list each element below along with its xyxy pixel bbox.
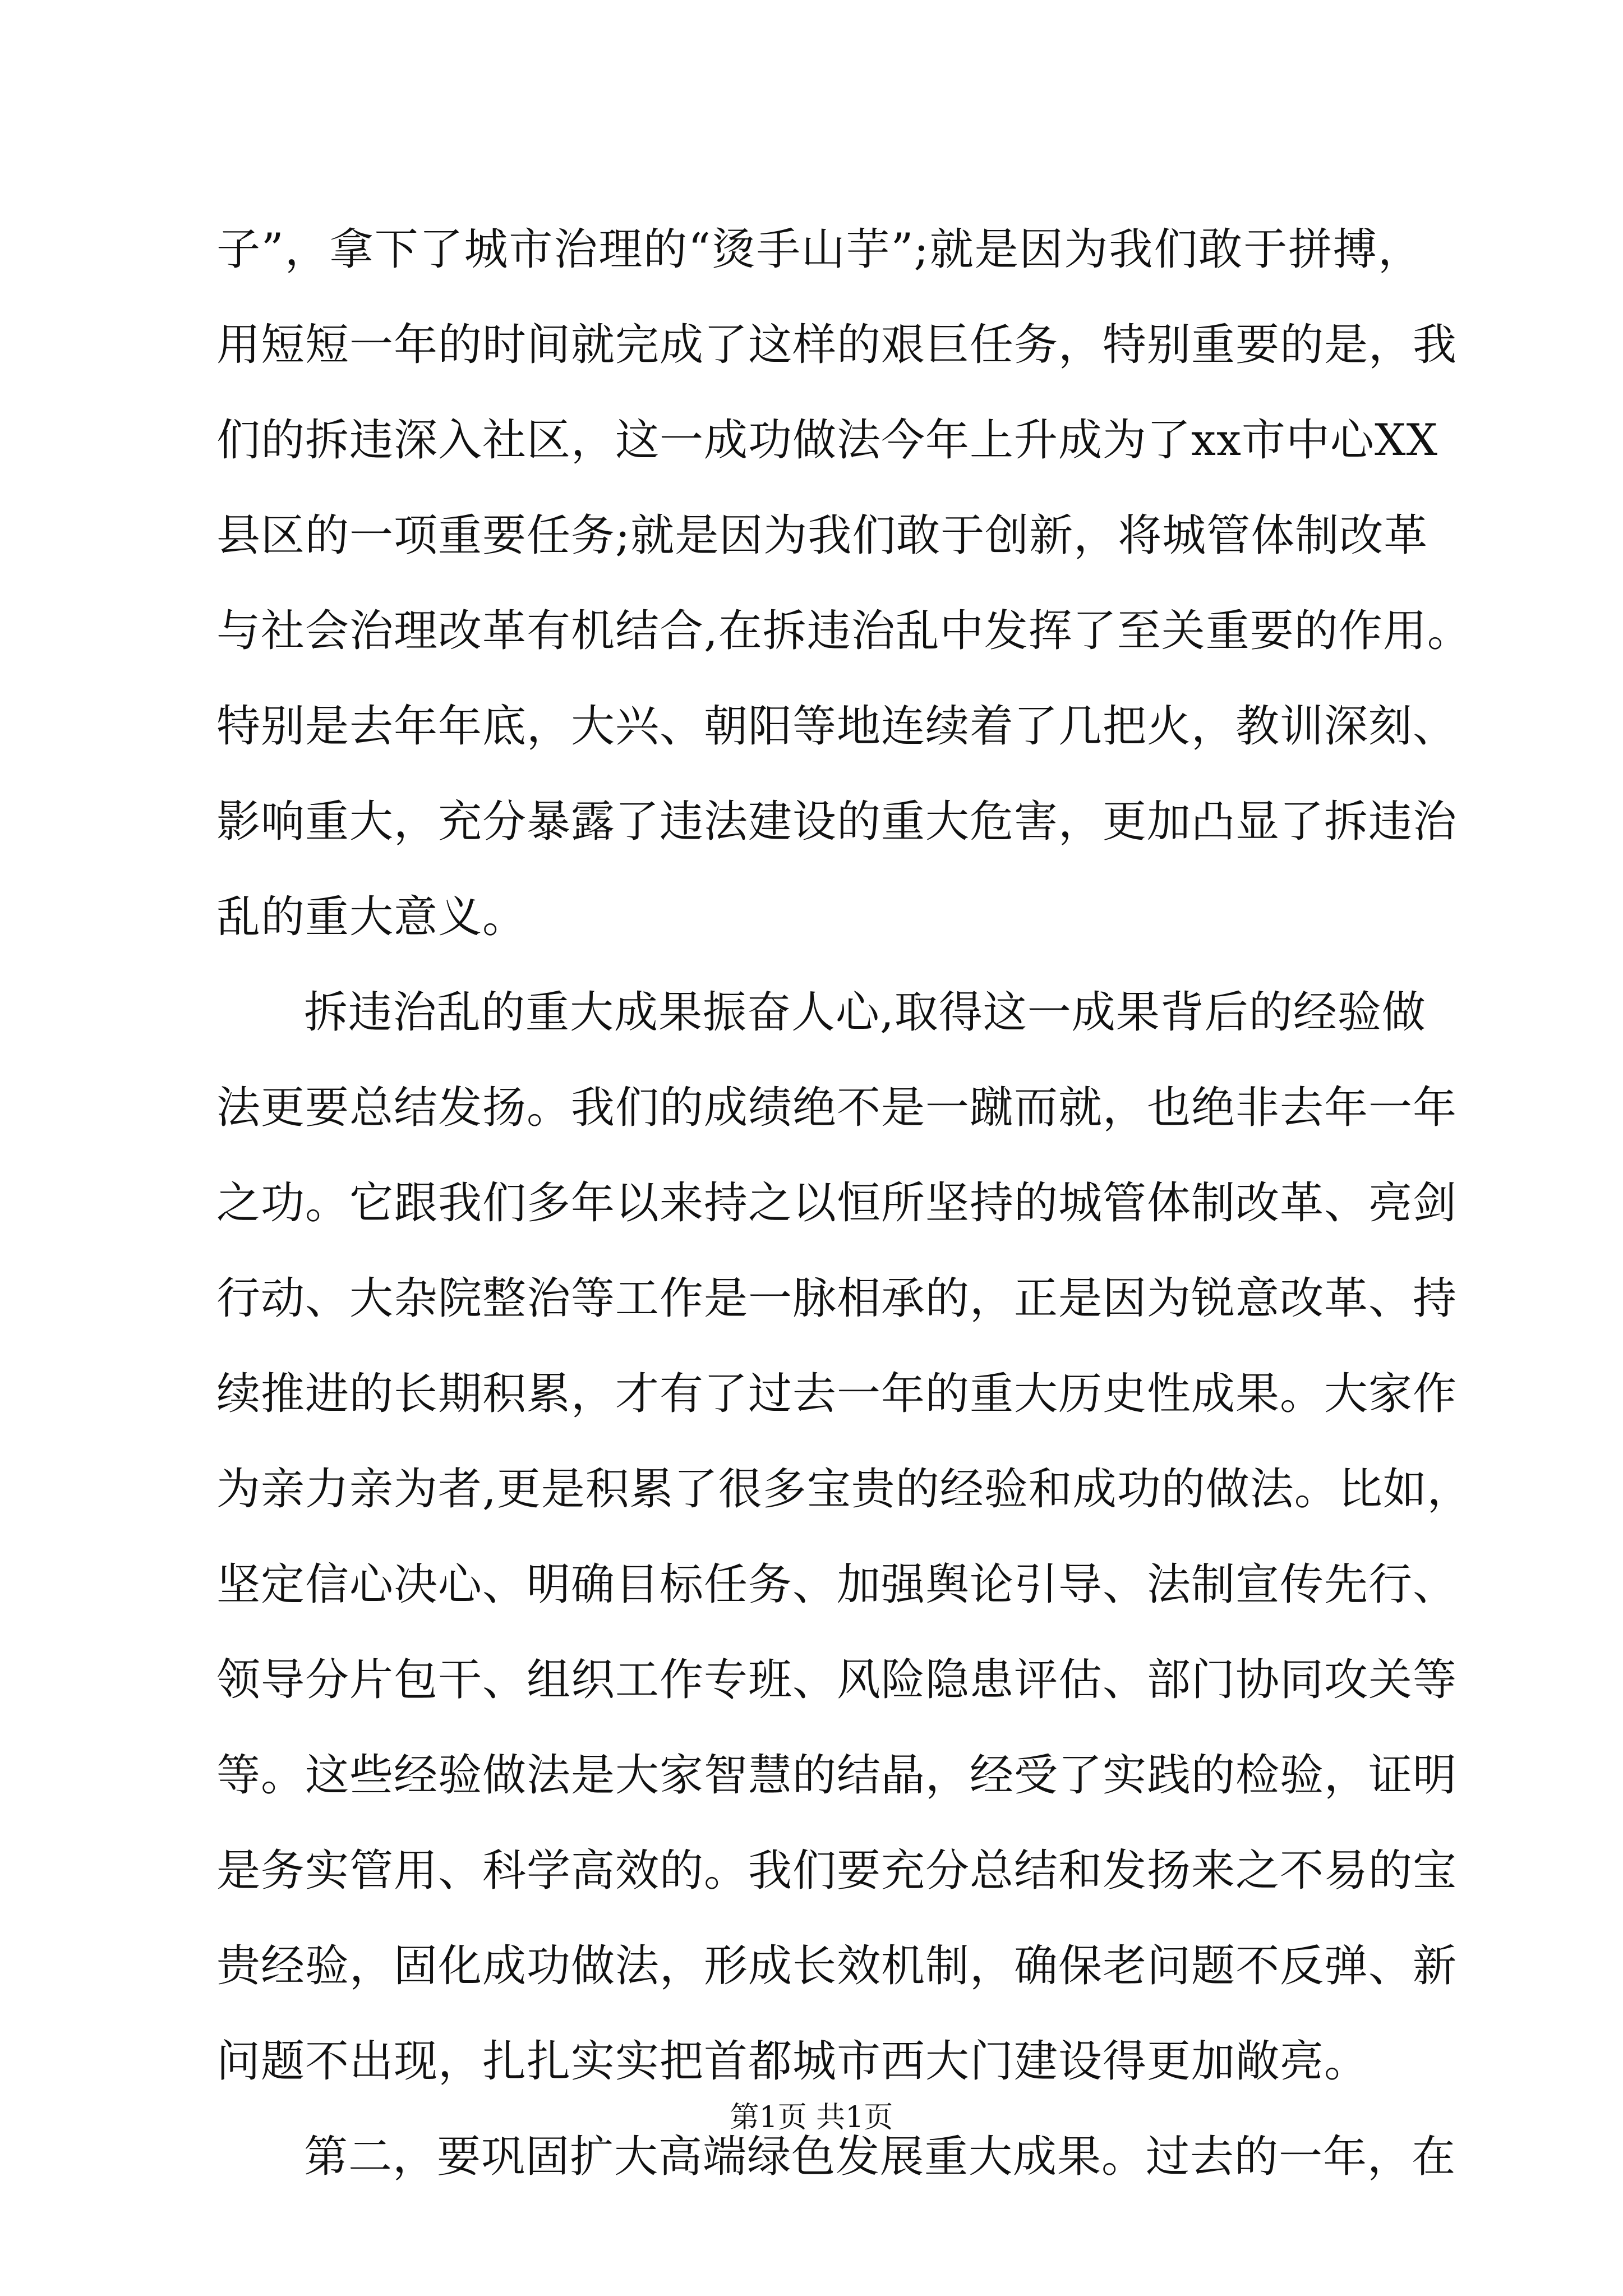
text-line: 用短短一年的时间就完成了这样的艰巨任务，特别重要的是，我 xyxy=(216,320,1458,370)
text-line: 问题不出现，扎扎实实把首都城市西大门建设得更加敞亮。 xyxy=(216,2036,1369,2087)
text-line: 为亲力亲为者,更是积累了很多宝贵的经验和成功的做法。比如， xyxy=(216,1464,1472,1515)
text-line: 领导分片包干、组织工作专班、风险隐患评估、部门协同攻关等 xyxy=(216,1655,1458,1705)
text-line: 县区的一项重要任务;就是因为我们敢于创新，将城管体制改革 xyxy=(216,510,1428,561)
text-line: 影响重大，充分暴露了违法建设的重大危害，更加凸显了拆违治 xyxy=(216,797,1458,847)
text-line: 拆违治乱的重大成果振奋人心,取得这一成果背后的经验做 xyxy=(304,987,1426,1038)
body-text xyxy=(216,202,1472,2205)
text-line: 乱的重大意义。 xyxy=(216,892,527,942)
text-line: 是务实管用、科学高效的。我们要充分总结和发扬来之不易的宝 xyxy=(216,1846,1458,1896)
text-line: 续推进的长期积累，才有了过去一年的重大历史性成果。大家作 xyxy=(216,1369,1458,1419)
text-line: 坚定信心决心、明确目标任务、加强舆论引导、法制宣传先行、 xyxy=(216,1559,1458,1610)
text-line: 行动、大杂院整治等工作是一脉相承的，正是因为锐意改革、持 xyxy=(216,1273,1458,1324)
text-line: 第二，要巩固扩大高端绿色发展重大成果。过去的一年，在 xyxy=(304,2132,1456,2182)
text-line: 子”，拿下了城市治理的“烫手山芋”;就是因为我们敢于拼搏， xyxy=(216,224,1422,275)
text-line: 们的拆违深入社区，这一成功做法今年上升成为了xx市中心XX xyxy=(216,415,1438,466)
text-line: 之功。它跟我们多年以来持之以恒所坚持的城管体制改革、亮剑 xyxy=(216,1178,1458,1228)
text-line: 特别是去年年底，大兴、朝阳等地连续着了几把火，教训深刻、 xyxy=(216,701,1458,752)
text-line: 贵经验，固化成功做法，形成长效机制，确保老问题不反弹、新 xyxy=(216,1941,1458,1991)
text-line: 法更要总结发扬。我们的成绩绝不是一蹴而就，也绝非去年一年 xyxy=(216,1083,1458,1133)
page-footer: 第1页 共1页 xyxy=(730,2101,893,2134)
text-line: 与社会治理改革有机结合,在拆违治乱中发挥了至关重要的作用。 xyxy=(216,606,1472,656)
text-line: 等。这些经验做法是大家智慧的结晶，经受了实践的检验，证明 xyxy=(216,1750,1458,1801)
